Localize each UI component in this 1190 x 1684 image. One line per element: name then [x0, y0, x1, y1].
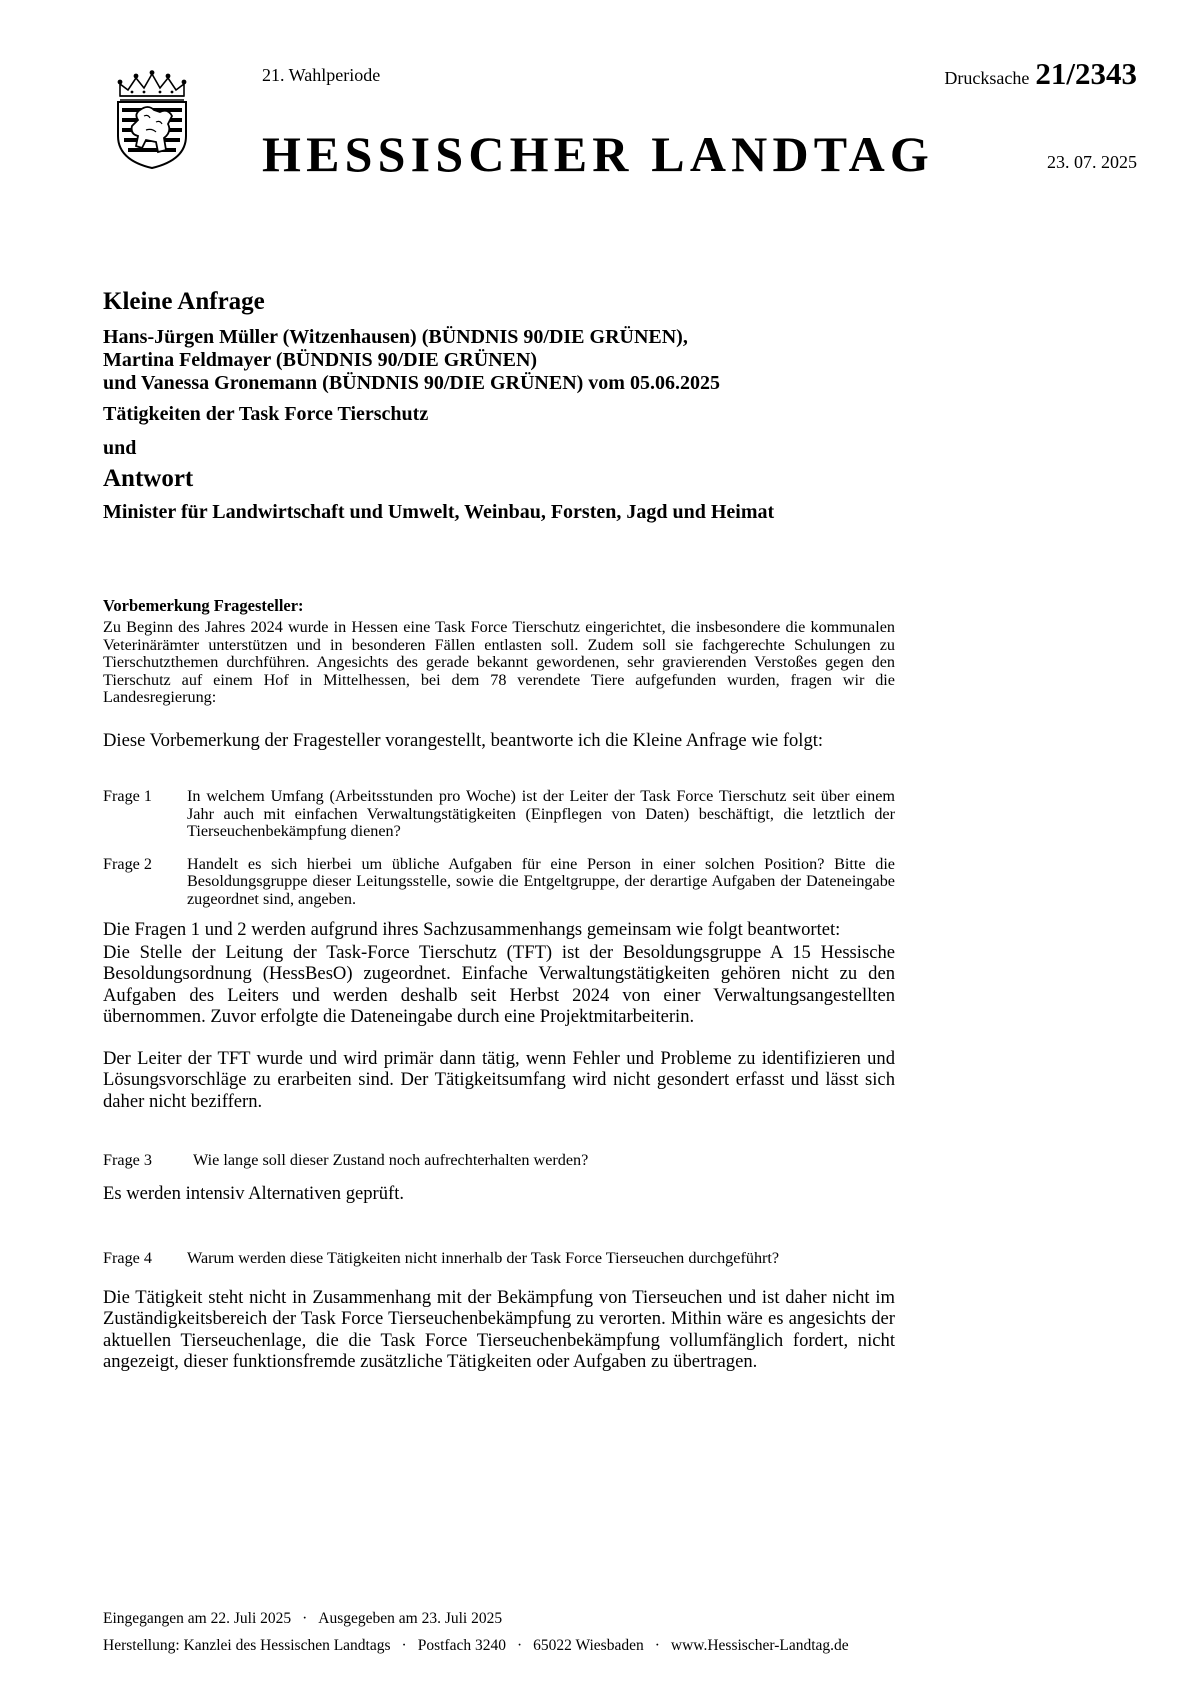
ausgegeben-date: Ausgegeben am 23. Juli 2025 [318, 1610, 503, 1627]
author-line: und Vanessa Gronemann (BÜNDNIS 90/DIE GRÜNEN) vom 05.06.2025 [103, 372, 720, 394]
question-item [103, 1250, 895, 1268]
answer-q1-q2-paragraph: Die Stelle der Leitung der Task-Force Tierschutz (TFT) ist der Besoldungsgruppe A 15 Hessische Besoldungsordnung (HessBesO) zugeordnet. Einfache Verwaltungstätigkeiten gehören nicht zu den Aufgaben des Leiters und werden deshalb seit Herbst 2024 von einer Verwaltungsangestellten übernommen. Zuvor erfolgte die Dateneingabe durch eine Projektmitarbeiterin. [103, 941, 895, 1027]
website-link[interactable]: www.Hessischer-Landtag.de [670, 1637, 849, 1654]
question-text: Warum werden diese Tätigkeiten nicht innerhalb der Task Force Tierseuchen durchgeführt? [187, 1249, 780, 1267]
question-text: Handelt es sich hierbei um übliche Aufgaben für eine Person in einer solchen Position? Bitte die Besoldungsgruppe dieser Leitungsstelle, sowie die Entgeltgruppe, der derartige Aufgaben der Dateneingabe zugeordnet sind, angeben. [187, 854, 895, 908]
preliminary-heading: Vorbemerkung Fragesteller: [103, 596, 304, 615]
question-item [103, 1152, 895, 1170]
drucksache-reference [944, 58, 1137, 94]
question-label: Frage 4 [103, 1249, 152, 1267]
preliminary-text: Zu Beginn des Jahres 2024 wurde in Hessen eine Task Force Tierschutz eingerichtet, die insbesondere die kommunalen Veterinärämter unterstützen und in besonderen Fällen entlasten soll. Zudem soll sie fachgerechte Schulungen zu Tierschutzthemen durchführen. Angesichts des gerade bekannt gewordenen, sehr gravierenden Verstoßes gegen den Tierschutz auf einem Hof in Mittelhessen, bei dem 78 verendete Tiere aufgefunden wurden, fragen wir die Landesregierung: [103, 618, 895, 706]
city-text: 65022 Wiesbaden [533, 1637, 644, 1654]
und-connector: und [103, 437, 137, 459]
institution-title: HESSISCHER LANDTAG [262, 126, 934, 182]
question-item [103, 856, 895, 909]
question-item [103, 788, 895, 841]
answer-q1-q2-intro: Die Fragen 1 und 2 werden aufgrund ihres Sachzusammenhangs gemeinsam wie folgt beantwortet: [103, 919, 841, 940]
postfach-text: Postfach 3240 [417, 1637, 506, 1654]
answering-minister: Minister für Landwirtschaft und Umwelt, Weinbau, Forsten, Jagd und Heimat [103, 501, 775, 523]
hessen-coat-of-arms-icon [110, 70, 194, 170]
question-text: Wie lange soll dieser Zustand noch aufrechterhalten werden? [193, 1151, 589, 1169]
question-text: In welchem Umfang (Arbeitsstunden pro Woche) ist der Leiter der Task Force Tierschutz seit über einem Jahr auch mit einfachen Verwaltungstätigkeiten (Einpflegen von Daten) beschäftigt, die letztlich der Tierseuchenbekämpfung dienen? [187, 787, 895, 840]
footer-separator: · [401, 1637, 407, 1654]
document-body [103, 596, 895, 1373]
question-label: Frage 3 [103, 1151, 152, 1169]
antwort-heading: Antwort [103, 465, 194, 492]
drucksache-number: 21/2343 [1035, 56, 1137, 91]
herstellung-text: Herstellung: Kanzlei des Hessischen Landtags [103, 1637, 391, 1654]
drucksache-label: Drucksache [944, 68, 1030, 88]
footer-separator: · [516, 1637, 523, 1654]
inquiry-topic: Tätigkeiten der Task Force Tierschutz [103, 403, 429, 425]
author-line: Hans-Jürgen Müller (Witzenhausen) (BÜNDNIS 90/DIE GRÜNEN), [103, 326, 688, 348]
document-footer [103, 1605, 849, 1659]
footer-separator: · [302, 1610, 308, 1627]
kleine-anfrage-heading: Kleine Anfrage [103, 288, 265, 315]
document-date: 23. 07. 2025 [1047, 152, 1137, 172]
answer-q4: Die Tätigkeit steht nicht in Zusammenhang mit der Bekämpfung von Tierseuchen und ist daher nicht im Zuständigkeitsbereich der Task Force Tierseuchenbekämpfung zu verorten. Mithin wäre es angesichts der aktuellen Tierseuchenlage, die die Task Force Tierseuchenbekämpfung vollumfänglich fordert, nicht angezeigt, dieser funktionsfremde zusätzliche Tätigkeiten oder Aufgaben zu übertragen. [103, 1286, 895, 1372]
author-line: Martina Feldmayer (BÜNDNIS 90/DIE GRÜNEN) [103, 349, 538, 371]
answer-q3: Es werden intensiv Alternativen geprüft. [103, 1182, 405, 1204]
wahlperiode-label: 21. Wahlperiode [262, 65, 381, 85]
footer-dates-line [103, 1605, 849, 1632]
question-label: Frage 1 [103, 787, 152, 805]
footer-imprint-line [103, 1632, 849, 1659]
eingegangen-date: Eingegangen am 22. Juli 2025 [103, 1610, 292, 1627]
authors-list [103, 326, 963, 395]
answer-q1-q2-paragraph: Der Leiter der TFT wurde und wird primär dann tätig, wenn Fehler und Probleme zu identifizieren und Lösungsvorschläge zu erarbeiten sind. Der Tätigkeitsumfang wird nicht gesondert erfasst und lässt sich daher nicht beziffern. [103, 1047, 895, 1112]
answer-intro: Diese Vorbemerkung der Fragesteller vorangestellt, beantworte ich die Kleine Anfrage wie folgt: [103, 729, 824, 751]
question-label: Frage 2 [103, 854, 152, 873]
title-block [103, 287, 963, 524]
footer-separator: · [654, 1637, 660, 1654]
